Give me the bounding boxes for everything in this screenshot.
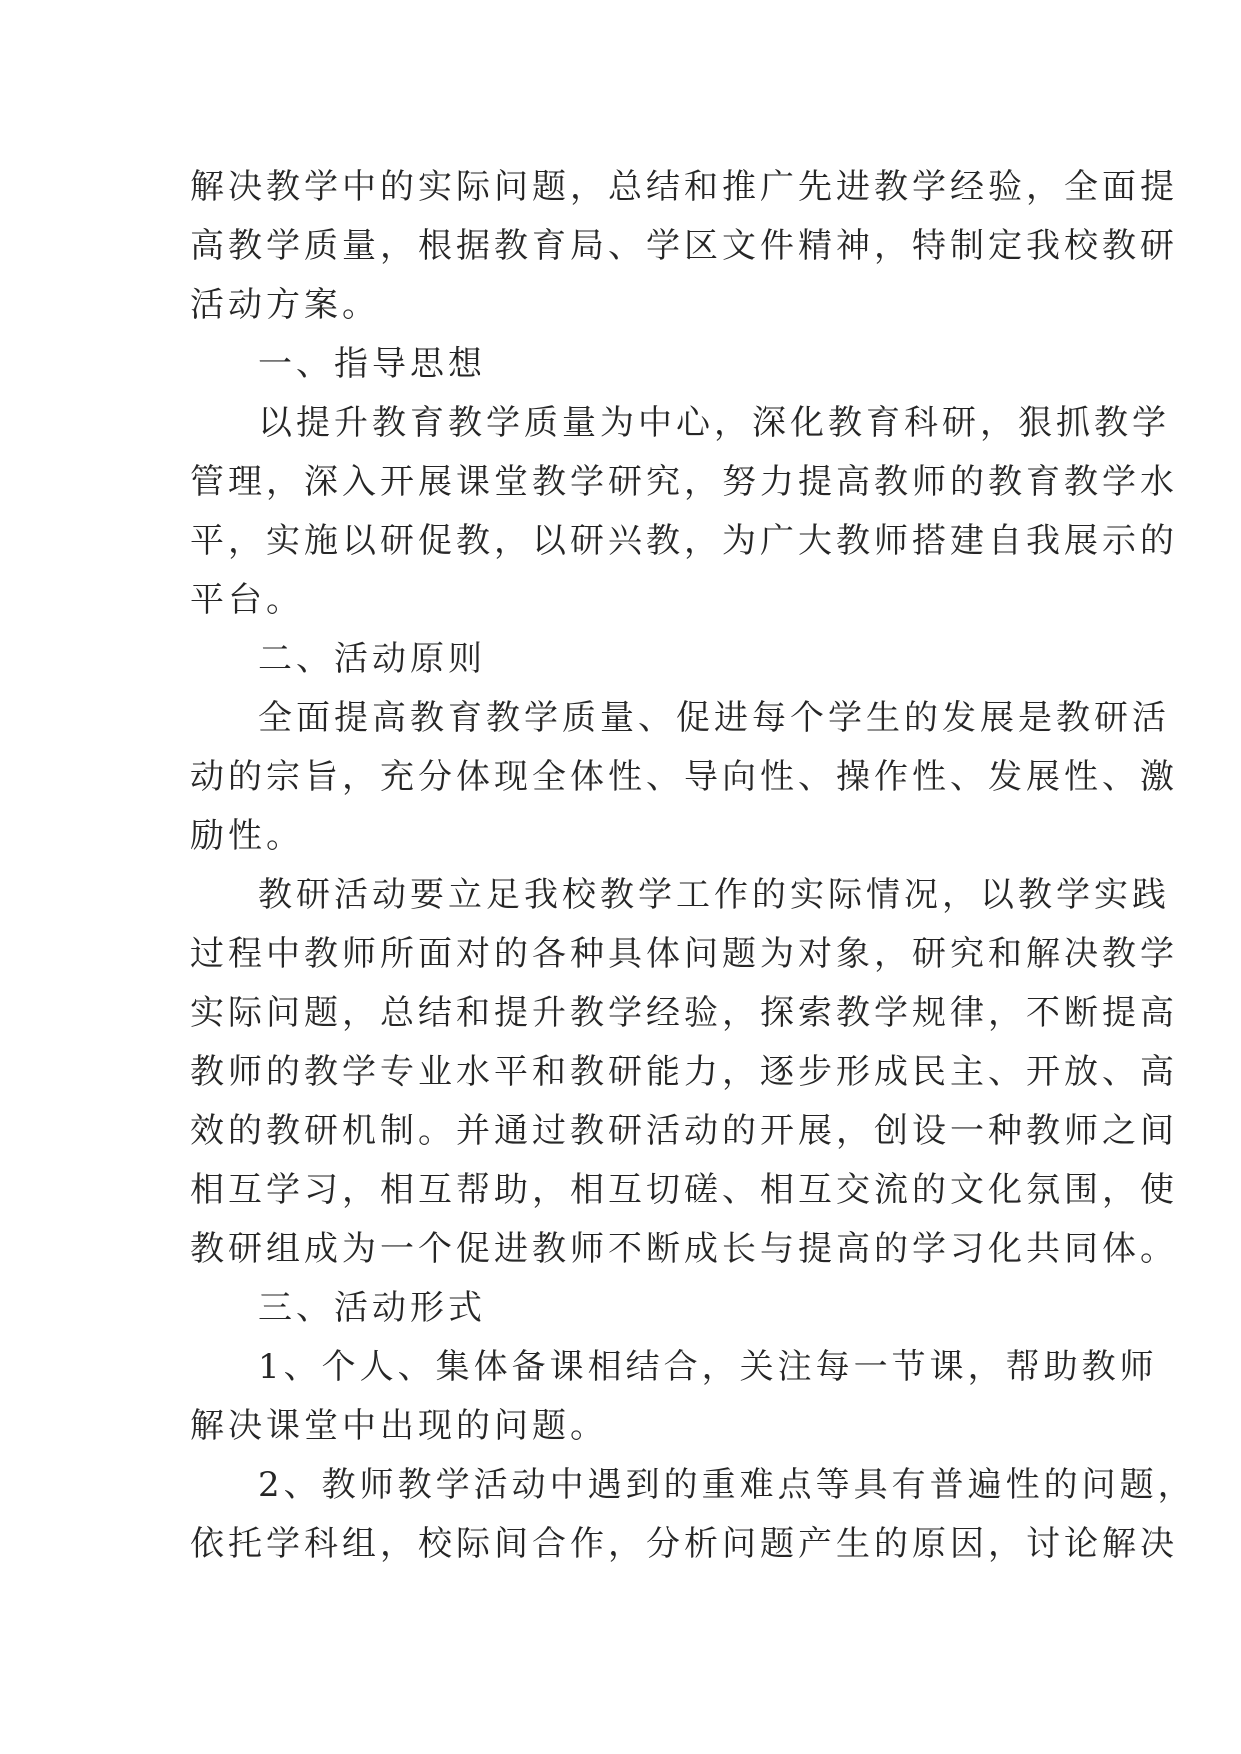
body-line: 高教学质量，根据教育局、学区文件精神，特制定我校教研 <box>190 226 1178 266</box>
section-heading-guiding-ideology: 一、指导思想 <box>258 344 486 384</box>
list-item-2: 2、教师教学活动中遇到的重难点等具有普遍性的问题， <box>258 1465 1196 1505</box>
list-item-1: 1、个人、集体备课相结合，关注每一节课，帮助教师 <box>258 1347 1158 1387</box>
body-line: 教师的教学专业水平和教研能力，逐步形成民主、开放、高 <box>190 1052 1178 1092</box>
body-line: 过程中教师所面对的各种具体问题为对象，研究和解决教学 <box>190 934 1178 974</box>
body-line: 动的宗旨，充分体现全体性、导向性、操作性、发展性、激 <box>190 757 1178 797</box>
body-line: 教研组成为一个促进教师不断成长与提高的学习化共同体。 <box>190 1229 1178 1269</box>
section-heading-forms: 三、活动形式 <box>258 1288 486 1328</box>
body-line: 平，实施以研促教，以研兴教，为广大教师搭建自我展示的 <box>190 521 1178 561</box>
body-line: 励性。 <box>190 816 304 856</box>
body-line: 实际问题，总结和提升教学经验，探索教学规律，不断提高 <box>190 993 1178 1033</box>
body-line: 解决教学中的实际问题，总结和推广先进教学经验，全面提 <box>190 167 1178 207</box>
body-line: 管理，深入开展课堂教学研究，努力提高教师的教育教学水 <box>190 462 1178 502</box>
body-line: 平台。 <box>190 580 304 620</box>
body-line: 依托学科组，校际间合作，分析问题产生的原因，讨论解决 <box>190 1524 1178 1564</box>
document-body <box>190 158 1196 1574</box>
body-line: 活动方案。 <box>190 285 380 325</box>
body-line: 解决课堂中出现的问题。 <box>190 1406 608 1446</box>
body-line: 以提升教育教学质量为中心，深化教育科研，狠抓教学 <box>258 403 1170 443</box>
section-heading-principles: 二、活动原则 <box>258 639 486 679</box>
body-line: 教研活动要立足我校教学工作的实际情况，以教学实践 <box>258 875 1170 915</box>
body-line: 效的教研机制。并通过教研活动的开展，创设一种教师之间 <box>190 1111 1178 1151</box>
body-line: 相互学习，相互帮助，相互切磋、相互交流的文化氛围，使 <box>190 1170 1178 1210</box>
body-line: 全面提高教育教学质量、促进每个学生的发展是教研活 <box>258 698 1170 738</box>
